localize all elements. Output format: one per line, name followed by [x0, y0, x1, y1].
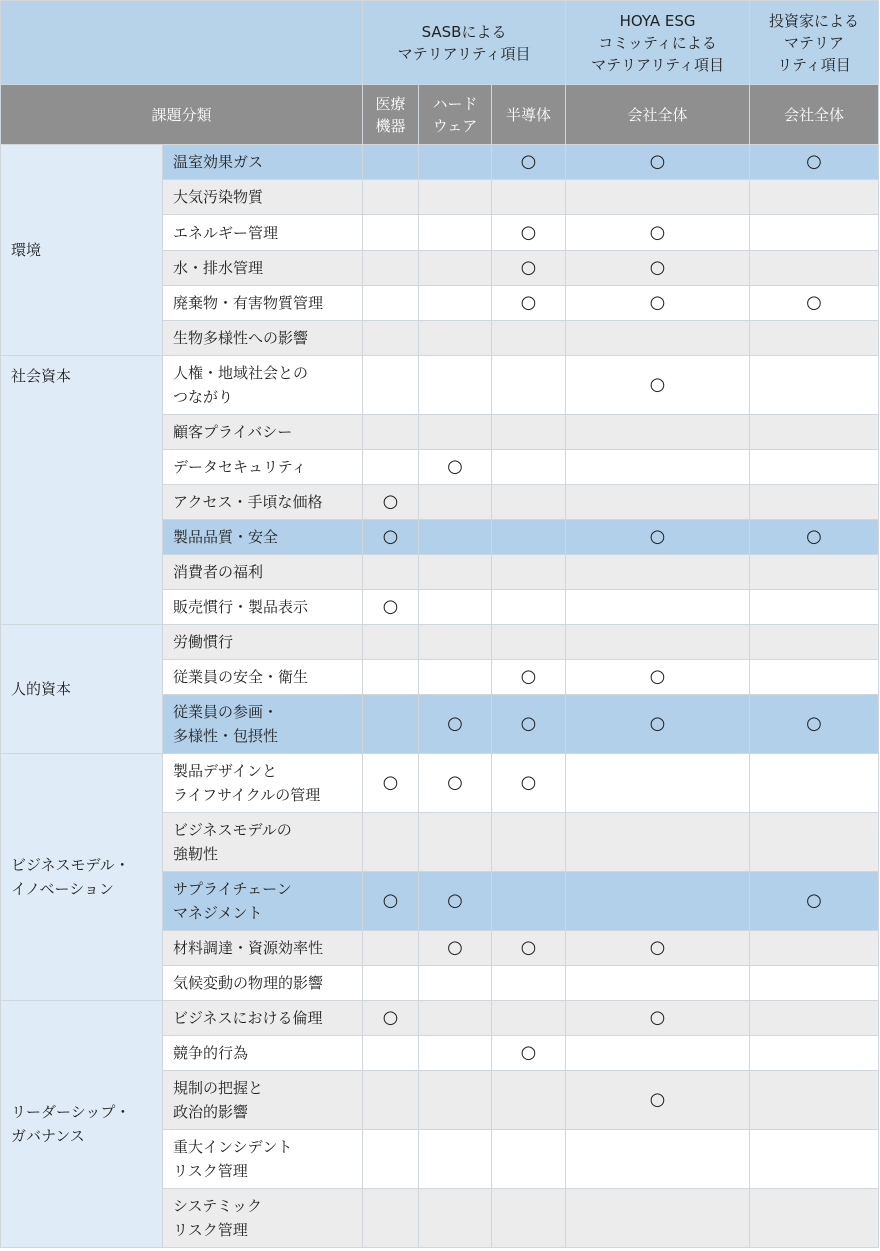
mark-cell [363, 872, 419, 931]
mark-cell [492, 1130, 566, 1189]
issue-cell: データセキュリティ [163, 450, 363, 485]
mark-cell [419, 251, 492, 286]
mark-cell [492, 695, 566, 754]
mark-cell [566, 1189, 750, 1248]
mark-cell [419, 321, 492, 356]
mark-cell [750, 625, 879, 660]
circle-mark-icon: ○ [447, 890, 463, 911]
mark-cell [363, 215, 419, 251]
mark-cell [492, 356, 566, 415]
mark-cell [419, 590, 492, 625]
circle-mark-icon: ○ [649, 1089, 666, 1110]
circle-mark-icon: ○ [382, 491, 399, 512]
mark-cell [566, 590, 750, 625]
circle-mark-icon: ○ [447, 713, 463, 734]
mark-cell [419, 966, 492, 1001]
mark-cell [566, 286, 750, 321]
mark-cell [419, 180, 492, 215]
header-blank-cell [1, 1, 363, 85]
issue-cell: 販売慣行・製品表示 [163, 590, 363, 625]
circle-mark-icon: ○ [649, 526, 666, 547]
mark-cell [419, 1071, 492, 1130]
table-row [1, 1001, 879, 1036]
mark-cell [566, 1071, 750, 1130]
mark-cell [750, 415, 879, 450]
issue-cell: 製品品質・安全 [163, 520, 363, 555]
mark-cell [750, 321, 879, 356]
mark-cell [492, 251, 566, 286]
circle-mark-icon: ○ [382, 890, 399, 911]
category-cell: 環境 [1, 145, 163, 356]
mark-cell [419, 356, 492, 415]
mark-cell [750, 966, 879, 1001]
issue-cell: 従業員の安全・衛生 [163, 660, 363, 695]
mark-cell [566, 966, 750, 1001]
mark-cell [363, 180, 419, 215]
mark-cell [750, 286, 879, 321]
table-row [1, 145, 879, 180]
mark-cell [419, 485, 492, 520]
issue-cell: 従業員の参画・ 多様性・包摂性 [163, 695, 363, 754]
mark-cell [566, 180, 750, 215]
circle-mark-icon: ○ [520, 772, 537, 793]
header-medical: 医療 機器 [363, 85, 419, 145]
mark-cell [363, 660, 419, 695]
mark-cell [363, 450, 419, 485]
circle-mark-icon: ○ [649, 374, 666, 395]
table-row [1, 625, 879, 660]
mark-cell [750, 555, 879, 590]
mark-cell [750, 660, 879, 695]
mark-cell [419, 754, 492, 813]
circle-mark-icon: ○ [520, 1042, 537, 1063]
mark-cell [492, 520, 566, 555]
circle-mark-icon: ○ [520, 713, 537, 734]
mark-cell [363, 321, 419, 356]
mark-cell [566, 215, 750, 251]
header-semiconductor: 半導体 [492, 85, 566, 145]
mark-cell [750, 872, 879, 931]
mark-cell [750, 251, 879, 286]
issue-cell: 人権・地域社会との つながり [163, 356, 363, 415]
mark-cell [566, 450, 750, 485]
issue-cell: システミック リスク管理 [163, 1189, 363, 1248]
mark-cell [750, 1130, 879, 1189]
mark-cell [492, 321, 566, 356]
mark-cell [363, 415, 419, 450]
circle-mark-icon: ○ [520, 151, 537, 172]
mark-cell [566, 520, 750, 555]
mark-cell [492, 1189, 566, 1248]
mark-cell [566, 813, 750, 872]
circle-mark-icon: ○ [447, 772, 463, 793]
issue-cell: 温室効果ガス [163, 145, 363, 180]
mark-cell [363, 251, 419, 286]
issue-cell: 規制の把握と 政治的影響 [163, 1071, 363, 1130]
circle-mark-icon: ○ [649, 937, 666, 958]
issue-cell: 水・排水管理 [163, 251, 363, 286]
circle-mark-icon: ○ [520, 221, 537, 243]
mark-cell [419, 286, 492, 321]
mark-cell [419, 1001, 492, 1036]
circle-mark-icon: ○ [649, 713, 666, 734]
mark-cell [566, 931, 750, 966]
mark-cell [363, 1001, 419, 1036]
issue-cell: 重大インシデント リスク管理 [163, 1130, 363, 1189]
mark-cell [363, 1071, 419, 1130]
issue-cell: 生物多様性への影響 [163, 321, 363, 356]
category-cell: 社会資本 [1, 356, 163, 625]
circle-mark-icon: ○ [382, 1007, 399, 1028]
mark-cell [750, 1189, 879, 1248]
header-hardware: ハード ウェア [419, 85, 492, 145]
mark-cell [750, 754, 879, 813]
circle-mark-icon: ○ [520, 292, 537, 313]
mark-cell [566, 321, 750, 356]
circle-mark-icon: ○ [382, 526, 399, 547]
mark-cell [492, 931, 566, 966]
header-category: 課題分類 [1, 85, 363, 145]
issue-cell: 気候変動の物理的影響 [163, 966, 363, 1001]
issue-cell: 廃棄物・有害物質管理 [163, 286, 363, 321]
issue-cell: ビジネスにおける倫理 [163, 1001, 363, 1036]
category-cell: ビジネスモデル・ イノベーション [1, 754, 163, 1001]
mark-cell [419, 660, 492, 695]
mark-cell [363, 286, 419, 321]
table-body [1, 145, 879, 1248]
issue-cell: サプライチェーン マネジメント [163, 872, 363, 931]
mark-cell [419, 415, 492, 450]
mark-cell [492, 1071, 566, 1130]
circle-mark-icon: ○ [806, 292, 822, 313]
category-cell: リーダーシップ・ ガバナンス [1, 1001, 163, 1248]
issue-cell: 製品デザインと ライフサイクルの管理 [163, 754, 363, 813]
mark-cell [750, 1036, 879, 1071]
mark-cell [363, 1189, 419, 1248]
mark-cell [419, 695, 492, 754]
mark-cell [419, 625, 492, 660]
circle-mark-icon: ○ [806, 526, 822, 547]
circle-mark-icon: ○ [649, 151, 666, 172]
mark-cell [492, 415, 566, 450]
header-sasb: SASBによる マテリアリティ項目 [363, 1, 566, 85]
circle-mark-icon: ○ [520, 937, 537, 958]
mark-cell [566, 1036, 750, 1071]
mark-cell [419, 1189, 492, 1248]
circle-mark-icon: ○ [520, 257, 537, 278]
issue-cell: 労働慣行 [163, 625, 363, 660]
mark-cell [419, 555, 492, 590]
mark-cell [566, 145, 750, 180]
mark-cell [363, 966, 419, 1001]
issue-cell: 消費者の福利 [163, 555, 363, 590]
mark-cell [492, 145, 566, 180]
mark-cell [492, 966, 566, 1001]
mark-cell [419, 813, 492, 872]
mark-cell [566, 356, 750, 415]
mark-cell [566, 1130, 750, 1189]
mark-cell [363, 590, 419, 625]
mark-cell [750, 1001, 879, 1036]
mark-cell [363, 1036, 419, 1071]
mark-cell [363, 485, 419, 520]
mark-cell [419, 450, 492, 485]
mark-cell [750, 485, 879, 520]
table-row [1, 754, 879, 813]
mark-cell [492, 590, 566, 625]
mark-cell [419, 931, 492, 966]
mark-cell [419, 145, 492, 180]
circle-mark-icon: ○ [806, 890, 822, 911]
mark-cell [492, 450, 566, 485]
mark-cell [363, 813, 419, 872]
mark-cell [750, 145, 879, 180]
mark-cell [750, 450, 879, 485]
mark-cell [363, 1130, 419, 1189]
mark-cell [750, 590, 879, 625]
mark-cell [492, 555, 566, 590]
mark-cell [363, 931, 419, 966]
mark-cell [566, 1001, 750, 1036]
mark-cell [419, 872, 492, 931]
issue-cell: 顧客プライバシー [163, 415, 363, 450]
circle-mark-icon: ○ [447, 937, 463, 958]
mark-cell [492, 1036, 566, 1071]
mark-cell [566, 485, 750, 520]
circle-mark-icon: ○ [649, 221, 666, 243]
circle-mark-icon: ○ [649, 257, 666, 278]
mark-cell [492, 754, 566, 813]
mark-cell [492, 660, 566, 695]
header-company-investor: 会社全体 [750, 85, 879, 145]
mark-cell [419, 520, 492, 555]
mark-cell [566, 695, 750, 754]
table-row [1, 356, 879, 415]
circle-mark-icon: ○ [382, 772, 399, 793]
mark-cell [363, 625, 419, 660]
mark-cell [750, 931, 879, 966]
mark-cell [419, 215, 492, 251]
mark-cell [492, 180, 566, 215]
mark-cell [750, 215, 879, 251]
header-investor: 投資家による マテリア リティ項目 [750, 1, 879, 85]
mark-cell [492, 813, 566, 872]
circle-mark-icon: ○ [382, 596, 399, 617]
mark-cell [363, 695, 419, 754]
issue-cell: 大気汚染物質 [163, 180, 363, 215]
circle-mark-icon: ○ [806, 151, 822, 172]
header-hoya-esg: HOYA ESG コミッティによる マテリアリティ項目 [566, 1, 750, 85]
issue-cell: 競争的行為 [163, 1036, 363, 1071]
mark-cell [492, 625, 566, 660]
mark-cell [492, 1001, 566, 1036]
mark-cell [566, 251, 750, 286]
mark-cell [419, 1036, 492, 1071]
mark-cell [492, 485, 566, 520]
circle-mark-icon: ○ [520, 666, 537, 687]
mark-cell [750, 356, 879, 415]
mark-cell [492, 215, 566, 251]
mark-cell [363, 356, 419, 415]
mark-cell [750, 1071, 879, 1130]
circle-mark-icon: ○ [447, 456, 463, 477]
mark-cell [566, 872, 750, 931]
circle-mark-icon: ○ [806, 713, 822, 734]
category-cell: 人的資本 [1, 625, 163, 754]
mark-cell [363, 520, 419, 555]
mark-cell [363, 754, 419, 813]
mark-cell [566, 415, 750, 450]
mark-cell [566, 754, 750, 813]
issue-cell: 材料調達・資源効率性 [163, 931, 363, 966]
mark-cell [492, 872, 566, 931]
issue-cell: ビジネスモデルの 強靭性 [163, 813, 363, 872]
mark-cell [419, 1130, 492, 1189]
mark-cell [750, 180, 879, 215]
issue-cell: アクセス・手頃な価格 [163, 485, 363, 520]
mark-cell [750, 813, 879, 872]
mark-cell [566, 625, 750, 660]
circle-mark-icon: ○ [649, 666, 666, 687]
mark-cell [750, 520, 879, 555]
mark-cell [363, 555, 419, 590]
mark-cell [566, 555, 750, 590]
mark-cell [566, 660, 750, 695]
mark-cell [750, 695, 879, 754]
header-company-hoya: 会社全体 [566, 85, 750, 145]
issue-cell: エネルギー管理 [163, 215, 363, 251]
mark-cell [492, 286, 566, 321]
circle-mark-icon: ○ [649, 292, 666, 313]
circle-mark-icon: ○ [649, 1007, 666, 1028]
mark-cell [363, 145, 419, 180]
